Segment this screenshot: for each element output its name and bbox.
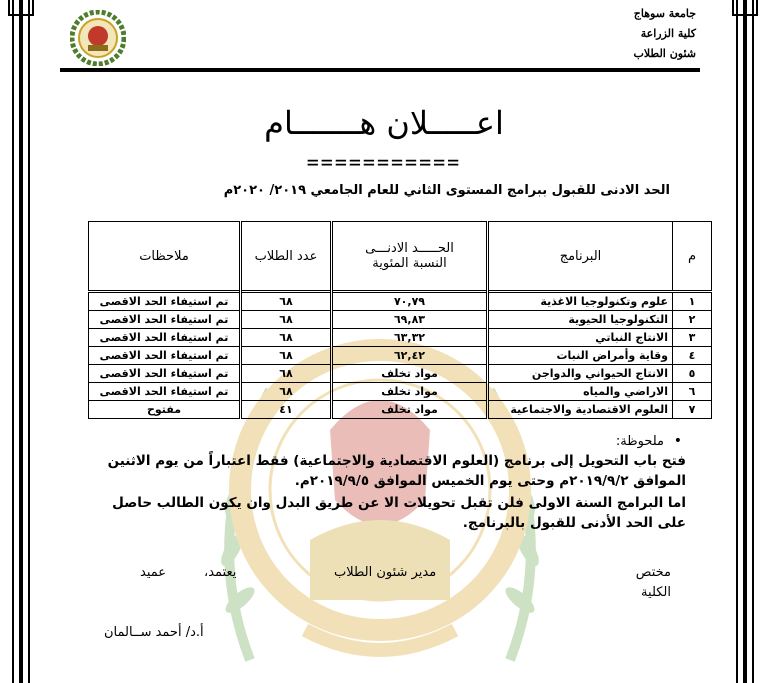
col-min-header-line2: النسبة المئوية [372, 256, 447, 271]
col-students-header: عدد الطلاب [241, 222, 332, 292]
signature-manager: مدير شئون الطلاب [334, 565, 437, 580]
cell-students: ٦٨ [241, 311, 332, 329]
announcement-title: اعـــــلان هـــــــام [264, 104, 504, 142]
department-name: شئون الطلاب [633, 47, 696, 60]
border-corner-right [732, 0, 758, 16]
cell-program: علوم وتكنولوجيا الاغذية [488, 292, 673, 311]
cell-notes: تم استيفاء الحد الاقصى [89, 383, 241, 401]
table-row [89, 383, 712, 401]
announcement-subtitle: الحد الادنى للقبول ببرامج المستوى الثاني للعام الجامعي ٢٠١٩/ ٢٠٢٠م [223, 183, 670, 198]
university-name: جامعة سوهاج [633, 7, 696, 20]
notes-section [96, 434, 686, 533]
cell-index: ٤ [673, 347, 712, 365]
dean-name: أ.د/ أحمد ســالمان [104, 625, 204, 640]
page-border-left [12, 0, 30, 683]
note-label: • ملحوظة: [96, 434, 686, 449]
university-logo [70, 10, 126, 66]
cell-min-percentage: مواد تخلف [332, 383, 488, 401]
col-index-header: م [673, 222, 712, 292]
cell-program: الانتاج النباتي [488, 329, 673, 347]
table-row [89, 311, 712, 329]
page-border-right [736, 0, 754, 683]
cell-program: الانتاج الحيواني والدواجن [488, 365, 673, 383]
table-row [89, 365, 712, 383]
faculty-header [634, 4, 696, 64]
cell-program: العلوم الاقتصادية والاجتماعية [488, 401, 673, 419]
faculty-name: كلية الزراعة [640, 27, 696, 40]
cell-program: وقاية وأمراض النبات [488, 347, 673, 365]
signature-dean: عميد [140, 565, 167, 580]
cell-min-percentage: ٦٣,٣٢ [332, 329, 488, 347]
col-program-header: البرنامج [488, 222, 673, 292]
cell-index: ٦ [673, 383, 712, 401]
cell-min-percentage: مواد تخلف [332, 401, 488, 419]
header-rule [60, 68, 700, 72]
cell-notes: تم استيفاء الحد الاقصى [89, 329, 241, 347]
cell-students: ٦٨ [241, 329, 332, 347]
table-row [89, 292, 712, 311]
cell-notes: تم استيفاء الحد الاقصى [89, 311, 241, 329]
note-paragraph-first-year: اما البرامج السنة الاولى فلن تقبل تحويلات الا عن طريق البدل وان يكون الطالب حاصل على الحد الأدنى للقبول بالبرنامج. [112, 495, 686, 531]
cell-index: ٧ [673, 401, 712, 419]
col-min-header-line1: الحـــــد الادنـــى [365, 241, 454, 256]
cell-program: الاراضي والمياه [488, 383, 673, 401]
title-separator: =========== [306, 150, 462, 174]
col-min-header [332, 222, 488, 292]
cell-index: ٢ [673, 311, 712, 329]
cell-index: ٥ [673, 365, 712, 383]
cell-notes: مفتوح [89, 401, 241, 419]
table-row [89, 329, 712, 347]
cell-min-percentage: ٦٩,٨٣ [332, 311, 488, 329]
cell-min-percentage: ٦٢,٤٢ [332, 347, 488, 365]
table-row [89, 347, 712, 365]
cell-index: ٣ [673, 329, 712, 347]
cell-students: ٦٨ [241, 347, 332, 365]
table-row [89, 401, 712, 419]
cell-program: التكنولوجيا الحيوية [488, 311, 673, 329]
col-notes-header: ملاحظات [89, 222, 241, 292]
cell-notes: تم استيفاء الحد الاقصى [89, 292, 241, 311]
note-paragraph-transfer: فتح باب التحويل إلى برنامج (العلوم الاقتصادية والاجتماعية) فقط اعتباراً من يوم الاثنين الموافق ٢٠١٩/٩/٢م وحتى يوم الخميس الموافق ٢٠١٩/٩/٥م. [107, 453, 686, 489]
cell-notes: تم استيفاء الحد الاقصى [89, 347, 241, 365]
cell-min-percentage: ٧٠,٧٩ [332, 292, 488, 311]
border-corner-left [8, 0, 34, 16]
cell-notes: تم استيفاء الحد الاقصى [89, 365, 241, 383]
signature-approve: يعتمد، [204, 565, 237, 580]
table-header-row [89, 222, 712, 292]
admission-table [88, 221, 712, 419]
cell-students: ٤١ [241, 401, 332, 419]
cell-students: ٦٨ [241, 292, 332, 311]
signature-specialist: مختص [635, 565, 671, 580]
cell-students: ٦٨ [241, 365, 332, 383]
cell-min-percentage: مواد تخلف [332, 365, 488, 383]
signature-faculty: الكلية [641, 585, 671, 600]
cell-students: ٦٨ [241, 383, 332, 401]
cell-index: ١ [673, 292, 712, 311]
